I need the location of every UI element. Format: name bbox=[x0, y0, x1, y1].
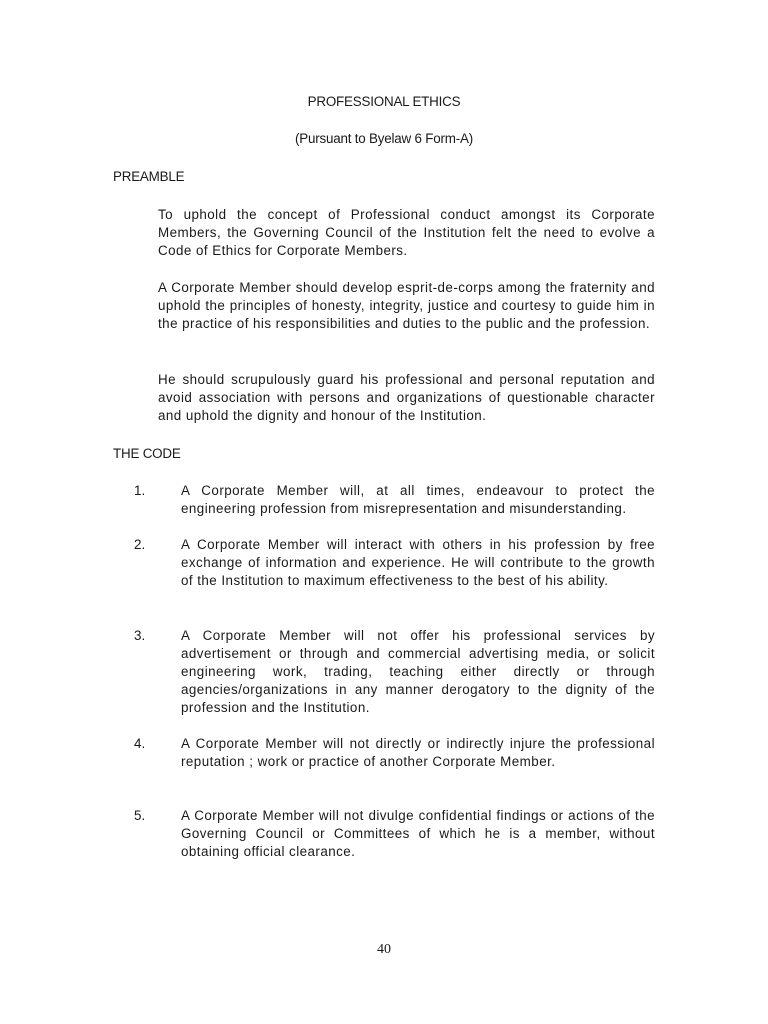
code-item-number: 2. bbox=[134, 537, 146, 552]
document-title: PROFESSIONAL ETHICS bbox=[307, 94, 461, 109]
preamble-paragraph-2: A Corporate Member should develop esprit-de-corps among the fraternity and uphold the principles of honesty, integrity, justice and courtesy to guide him in the practice of his responsibilities and duties to the public and the profession. bbox=[158, 280, 655, 331]
preamble-paragraph-1: To uphold the concept of Professional conduct amongst its Corporate Members, the Governing Council of the Institution felt the need to evolve a Code of Ethics for Corporate Members. bbox=[158, 207, 655, 258]
page-number: 40 bbox=[377, 942, 391, 957]
code-item-number: 1. bbox=[134, 483, 146, 498]
code-item-text: A Corporate Member will not divulge confidential findings or actions of the Governing Council or Committees of which he is a member, without obtaining official clearance. bbox=[181, 808, 655, 859]
code-heading: THE CODE bbox=[113, 446, 181, 461]
preamble-heading: PREAMBLE bbox=[113, 169, 185, 184]
document-subtitle: (Pursuant to Byelaw 6 Form-A) bbox=[294, 131, 473, 146]
preamble-paragraph-3: He should scrupulously guard his professional and personal reputation and avoid association with persons and organizations of questionable character and uphold the dignity and honour of the Institution. bbox=[158, 372, 655, 423]
code-item-number: 3. bbox=[134, 628, 146, 643]
code-item-text: A Corporate Member will not offer his professional services by advertisement or through and commercial advertising media, or solicit engineering work, trading, teaching either directly or through agencies/organizations in any manner derogatory to the dignity of the profession and the Institution. bbox=[181, 628, 655, 715]
code-item-text: A Corporate Member will interact with others in his profession by free exchange of information and experience. He will contribute to the growth of the Institution to maximum effectiveness to the best of his ability. bbox=[181, 537, 655, 588]
code-item-text: A Corporate Member will, at all times, endeavour to protect the engineering profession from misrepresentation and misunderstanding. bbox=[181, 483, 655, 516]
code-item-text: A Corporate Member will not directly or indirectly injure the professional reputation ; work or practice of another Corporate Member. bbox=[181, 736, 655, 769]
code-item-number: 5. bbox=[134, 808, 146, 823]
code-item-number: 4. bbox=[134, 736, 146, 751]
